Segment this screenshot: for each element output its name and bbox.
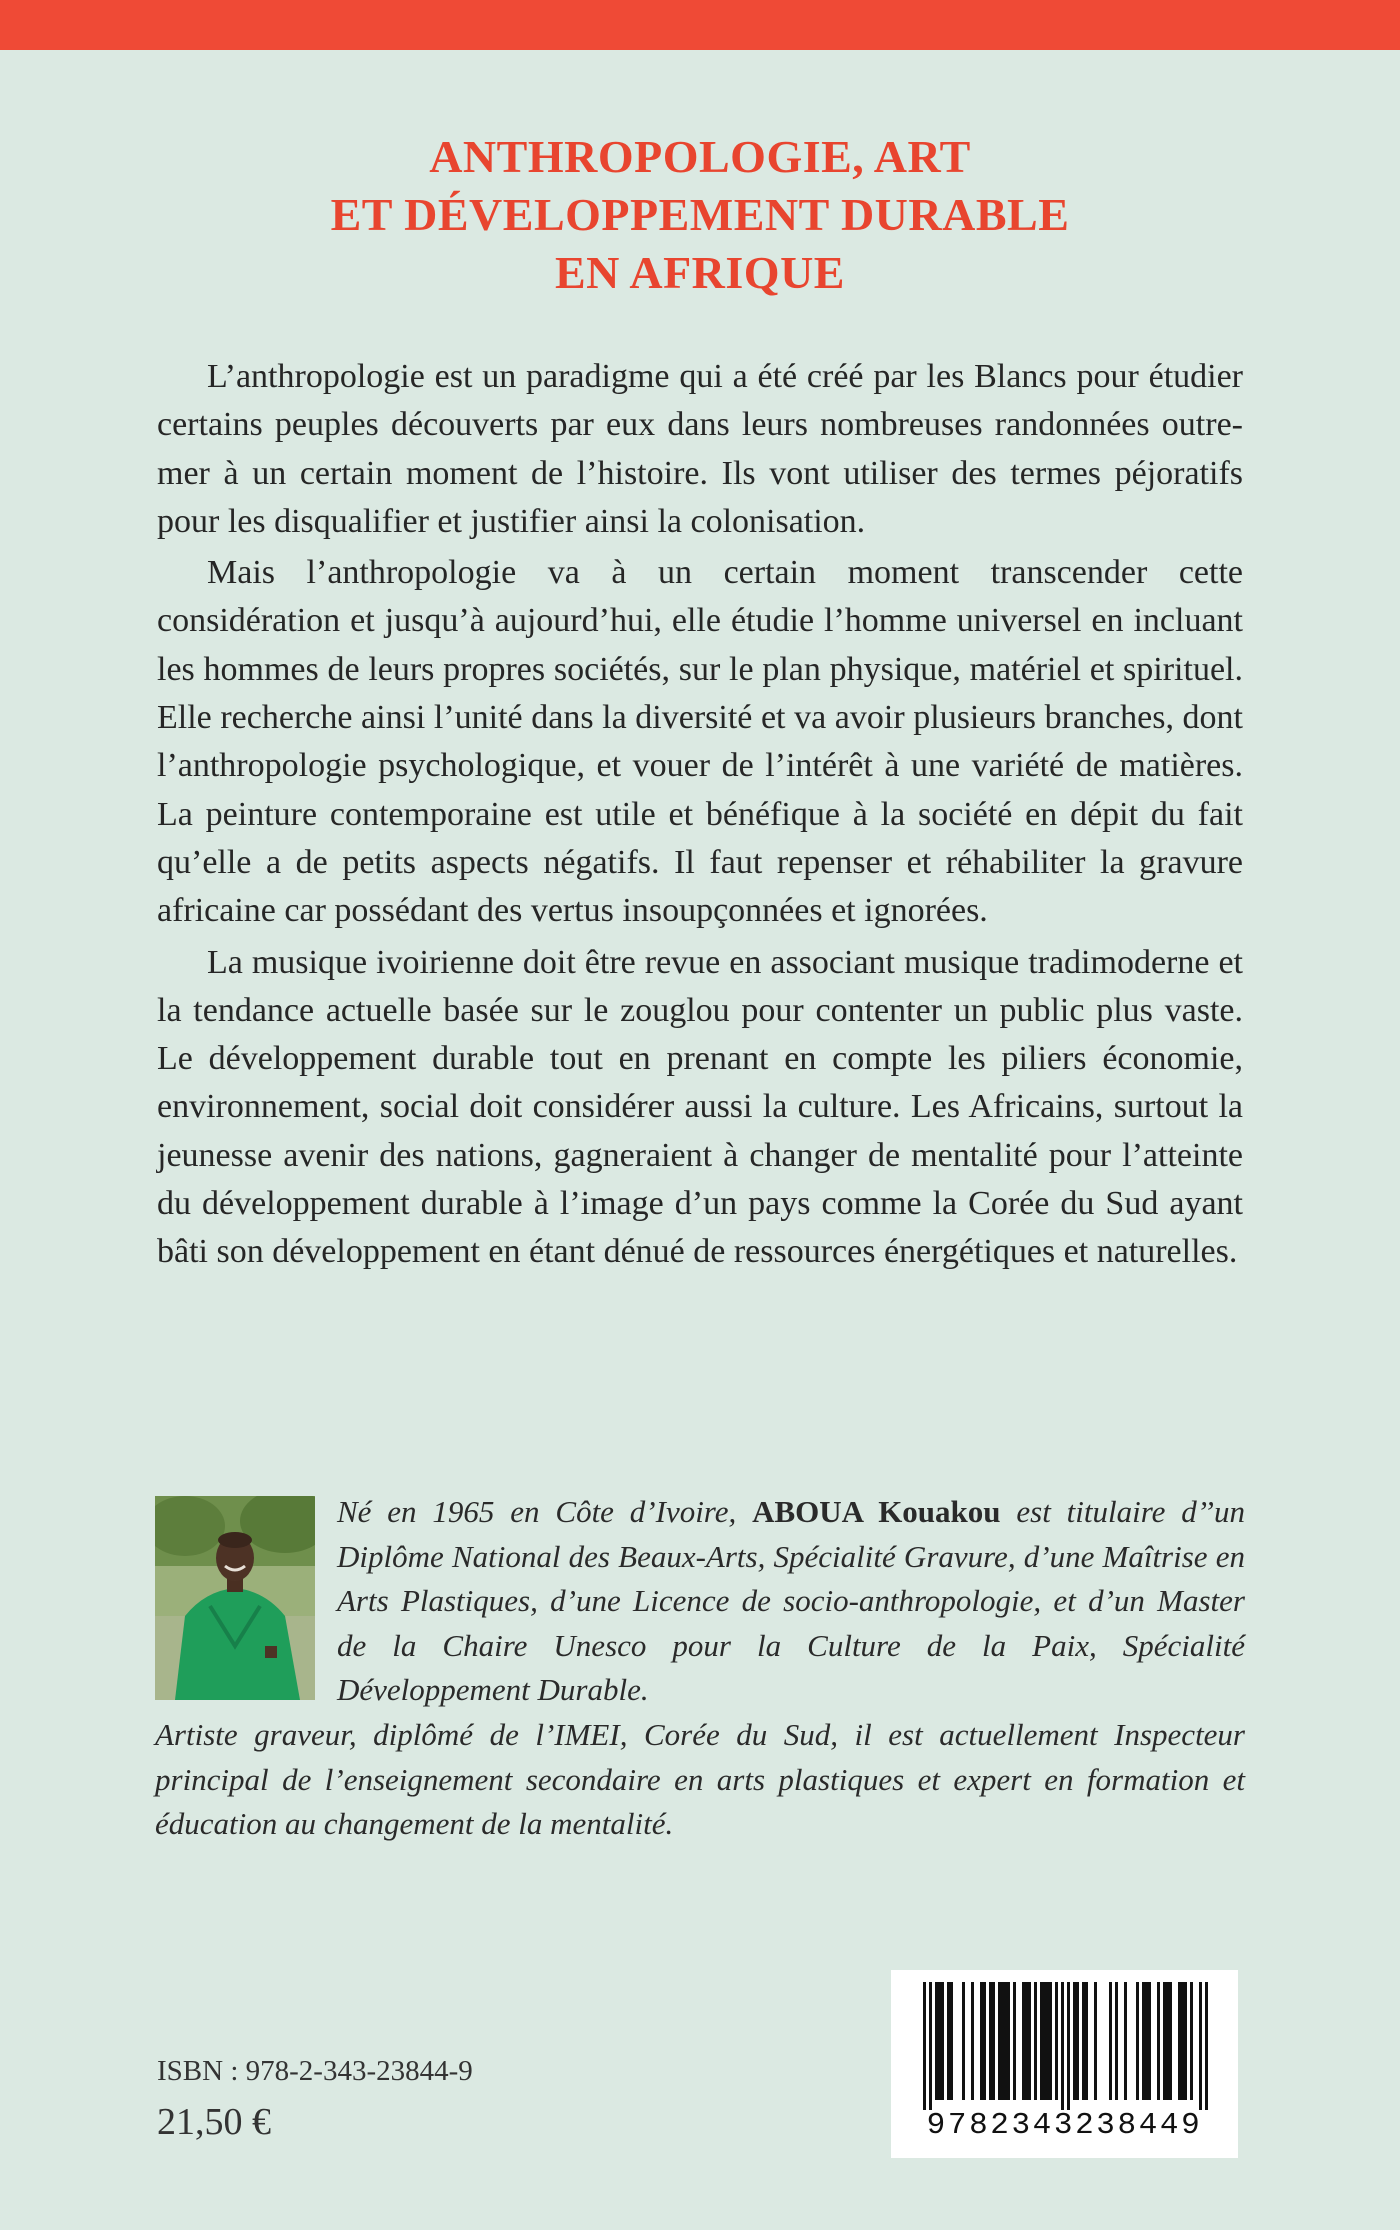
summary-paragraph-3: La musique ivoirienne doit être revue en associant musique tradimoderne et la tendance actuelle basée sur le zouglou pour contenter un public plus vaste. Le développement durable tout en prenant en compte les piliers économie, environnement, social doit considérer aussi la culture. Les Africains, surtout la jeunesse avenir des nations, gagneraient à changer de mentalité pour l’atteinte du développement durable à l’image d’un pays comme la Corée du Sud ayant bâti son développement en étant dénué de ressources énergétiques et naturelles.: [157, 943, 1243, 1271]
top-accent-bar: [0, 0, 1400, 50]
summary-paragraph-1: L’anthropologie est un paradigme qui a été créé par les Blancs pour étudier certains peuples découverts par eux dans leurs nombreuses randonnées outre-mer à un certain moment de l’histoire. Ils vont utiliser des termes péjoratifs pour les disqualifier et justifier ainsi la colonisation.: [157, 358, 1243, 540]
barcode-bar: [1145, 1982, 1148, 2100]
barcode-bar: [941, 1982, 944, 2100]
barcode-bar: [1061, 1982, 1064, 2110]
summary-paragraph-2: Mais l’anthropologie va à un certain moment transcender cette considération et jusqu’à aujourd’hui, elle étudie l’homme universel en incluant les hommes de leurs propres sociétés, sur le plan physique, matériel et spirituel. Elle recherche ainsi l’unité dans la diversité et va avoir plusieurs branches, dont l’anthropologie psychologique, et vouer de l’intérêt à une variété de matières. La peinture contemporaine est utile et bénéfique à la société en dépit du fait qu’elle a de petits aspects négatifs. Il faut repenser et réhabiliter la gravure africaine car possédant des vertus insoupçonnées et ignorées.: [157, 554, 1243, 930]
bio-intro-after: est titulaire d’’un Diplôme National des Beaux-Arts, Spécialité Gravure, d’une Maîtrise en Arts Plastiques, d’une Licence de socio-anthropologie, et d’un Master de la Chaire Unesco pour la Culture de la Paix, Spécialité Développement Durable.: [337, 1494, 1245, 1708]
book-title: [100, 128, 1300, 302]
barcode-bar: [983, 1982, 986, 2100]
barcode-bar: [1157, 1982, 1160, 2100]
barcode: [891, 1970, 1238, 2158]
barcode-bar: [938, 1982, 941, 2100]
barcode-bar: [1073, 1982, 1076, 2100]
barcode-bar: [1007, 1982, 1010, 2100]
summary-text: [157, 353, 1243, 1280]
barcode-bar: [923, 1982, 926, 2110]
barcode-bar: [1028, 1982, 1031, 2100]
barcode-bar: [1142, 1982, 1145, 2100]
barcode-bar: [1199, 1982, 1202, 2110]
barcode-bar: [1124, 1982, 1127, 2100]
barcode-bar: [1184, 1982, 1187, 2100]
barcode-bar: [1049, 1982, 1052, 2100]
title-line-1: ANTHROPOLOGIE, ART: [429, 131, 971, 182]
barcode-bar: [1055, 1982, 1058, 2100]
barcode-digits: 9782343238449: [926, 2108, 1203, 2143]
bio-paragraph-2: Artiste graveur, diplômé de l’IMEI, Corée du Sud, il est actuellement Inspecteur principal de l’enseignement secondaire en arts plastiques et expert en formation et éducation au changement de la mentalité.: [155, 1716, 1245, 1842]
barcode-bar: [1169, 1982, 1172, 2100]
barcode-bar: [980, 1982, 983, 2100]
barcode-bar: [929, 1982, 932, 2110]
barcode-bar: [1067, 1982, 1070, 2110]
barcode-bar: [971, 1982, 974, 2100]
barcode-bar: [1094, 1982, 1097, 2100]
barcode-bar: [992, 1982, 995, 2100]
barcode-bar: [998, 1982, 1001, 2100]
barcode-bar: [1115, 1982, 1118, 2100]
author-name: ABOUA Kouakou: [752, 1494, 1001, 1529]
barcode-bar: [1040, 1982, 1043, 2100]
barcode-bar: [1022, 1982, 1025, 2100]
bio-intro-before: Né en 1965 en Côte d’Ivoire,: [337, 1494, 753, 1529]
barcode-bar: [1148, 1982, 1151, 2100]
barcode-bar: [1001, 1982, 1004, 2100]
barcode-bar: [1205, 1982, 1208, 2110]
barcode-bar: [950, 1982, 953, 2100]
title-line-3: EN AFRIQUE: [555, 247, 845, 298]
barcode-bar: [1082, 1982, 1085, 2100]
barcode-bar: [1136, 1982, 1139, 2100]
barcode-bar: [1178, 1982, 1181, 2100]
barcode-bar: [1076, 1982, 1079, 2100]
barcode-bar: [1034, 1982, 1037, 2100]
barcode-bar: [1109, 1982, 1112, 2100]
barcode-bar: [1163, 1982, 1166, 2100]
title-line-2: ET DÉVELOPPEMENT DURABLE: [330, 189, 1070, 240]
barcode-bar: [947, 1982, 950, 2100]
barcode-bar: [1025, 1982, 1028, 2100]
barcode-bars: [891, 1970, 1238, 2110]
isbn-text: ISBN : 978-2-343-23844-9: [157, 2055, 473, 2087]
barcode-bar: [1046, 1982, 1049, 2100]
barcode-bar: [935, 1982, 938, 2100]
barcode-bar: [1043, 1982, 1046, 2100]
barcode-bar: [1190, 1982, 1193, 2100]
author-bio: [155, 1490, 1245, 1847]
barcode-bar: [989, 1982, 992, 2100]
barcode-bar: [1085, 1982, 1088, 2100]
barcode-bar: [1166, 1982, 1169, 2100]
price-text: 21,50 €: [157, 2101, 271, 2143]
bio-paragraph-1: [337, 1490, 1245, 1713]
barcode-bar: [1013, 1982, 1016, 2100]
barcode-bar: [1181, 1982, 1184, 2100]
barcode-bar: [962, 1982, 965, 2100]
barcode-bar: [1004, 1982, 1007, 2100]
